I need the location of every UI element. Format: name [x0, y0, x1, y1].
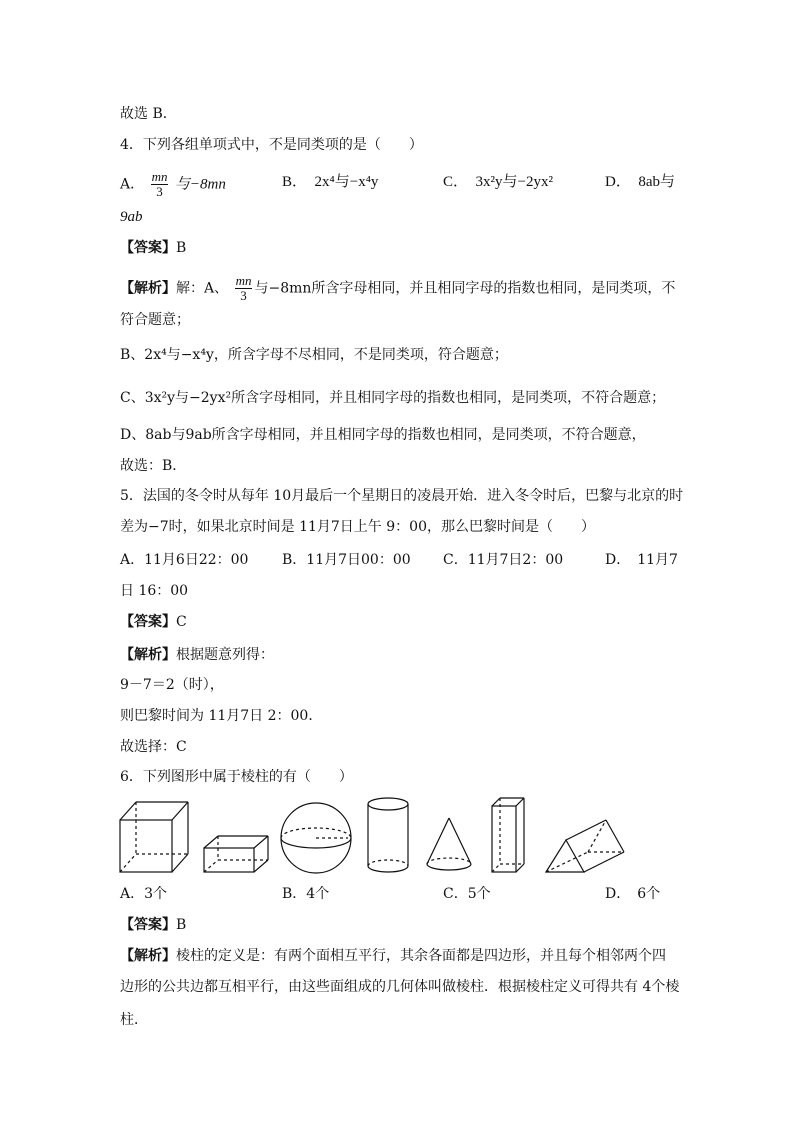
q5-conclusion: 故选择：C: [120, 739, 187, 755]
q5-option-d: D． 11月7: [605, 552, 678, 568]
sphere-icon: [281, 803, 351, 873]
q5-option-b: B．11月7日00：00: [282, 552, 411, 568]
q4-analysis-a-rest: 与−8mn所含字母相同，并且相同字母的指数也相同，是同类项，不: [254, 280, 676, 297]
q5-answer-tag: 【答案】: [120, 614, 176, 630]
shapes-figure: [116, 792, 636, 882]
q5-answer: [120, 612, 187, 632]
cube-icon: [120, 802, 188, 872]
q5-stem-line1: 5．法国的冬令时从每年 10月最后一个星期日的凌晨开始．进入冬令时后，巴黎与北京的时: [120, 488, 684, 504]
q6-option-a: A．3个: [120, 886, 168, 902]
q5-calc: 9－7＝2（时），: [120, 677, 224, 693]
q4-answer-tag: 【答案】: [120, 240, 176, 256]
q5-stem-line2: 差为−7时，如果北京时间是 11月7日上午 9：00，那么巴黎时间是（ ）: [120, 519, 595, 535]
q6-stem: 6．下列图形中属于棱柱的有（ ）: [120, 769, 353, 785]
q4-option-b: B． 2x⁴与−x⁴y: [282, 174, 379, 190]
q4-option-a-rest: 与−8mn: [174, 176, 226, 193]
q5-analysis: [120, 645, 274, 665]
square-prism-icon: [492, 798, 524, 872]
q4-option-a-frac-den: 3: [156, 184, 163, 199]
q6-answer: [120, 915, 186, 935]
q6-analysis-text: 棱柱的定义是：有两个面相互平行，其余各面都是四边形，并且每个相邻两个四: [176, 948, 666, 964]
q4-analysis-a: [120, 274, 675, 303]
q5-option-d-cont: 日 16：00: [120, 583, 189, 599]
cylinder-icon: [368, 798, 408, 872]
q4-option-a-fraction: [151, 170, 169, 199]
q6-answer-tag: 【答案】: [120, 917, 176, 933]
intro-text: 故选 B．: [120, 106, 177, 122]
q4-analysis-lead: 解：A、: [176, 280, 229, 297]
q6-answer-value: B: [176, 917, 187, 933]
q4-analysis-b: B、2x⁴与−x⁴y，所含字母不尽相同，不是同类项，符合题意；: [120, 347, 508, 363]
cone-icon: [427, 818, 471, 870]
q4-analysis-a-frac-num: mn: [235, 273, 252, 288]
q4-conclusion: 故选：B．: [120, 458, 187, 474]
q6-option-d: D． 6个: [605, 886, 661, 902]
q4-option-d: D． 8ab与: [605, 174, 675, 190]
q5-option-a: A．11月6日22：00: [120, 552, 249, 568]
q5-result: 则巴黎时间为 11月7日 2：00．: [120, 708, 323, 724]
q4-answer: [120, 238, 186, 258]
q6-analysis-line1: [120, 946, 666, 966]
q4-option-d-cont: 9ab: [120, 209, 143, 225]
q4-option-a-label: A．: [120, 176, 145, 193]
q5-analysis-tag: 【解析】: [120, 647, 176, 663]
q4-option-a-frac-num: mn: [151, 169, 168, 184]
q6-analysis-tag: 【解析】: [120, 948, 176, 964]
q5-analysis-lead: 根据题意列得：: [176, 647, 274, 663]
q6-analysis-line2: 边形的公共边都互相平行，由这些面组成的几何体叫做棱柱．根据棱柱定义可得共有 4个棱: [120, 979, 680, 995]
q4-answer-value: B: [176, 240, 187, 256]
q4-option-a: [120, 170, 226, 199]
q4-analysis-tag: 【解析】: [120, 280, 176, 297]
cuboid-icon: [204, 836, 268, 872]
q6-option-c: C．5个: [443, 886, 491, 902]
q4-stem: 4．下列各组单项式中，不是同类项的是（ ）: [120, 137, 423, 153]
q4-analysis-d: D、8ab与9ab所含字母相同，并且相同字母的指数也相同，是同类项，不符合题意，: [120, 427, 646, 443]
q5-answer-value: C: [176, 614, 187, 630]
q4-option-c: C． 3x²y与−2yx²: [443, 174, 553, 190]
triangular-prism-icon: [546, 820, 624, 872]
q6-analysis-line3: 柱．: [120, 1012, 148, 1028]
q6-option-b: B．4个: [282, 886, 330, 902]
q5-option-c: C．11月7日2：00: [443, 552, 564, 568]
q4-analysis-a-fraction: [235, 274, 253, 303]
q4-analysis-a-cont: 符合题意；: [120, 312, 190, 328]
q4-analysis-c: C、3x²y与−2yx²所含字母相同，并且相同字母的指数也相同，是同类项，不符合题意；: [120, 390, 666, 406]
q4-analysis-a-frac-den: 3: [240, 288, 247, 303]
